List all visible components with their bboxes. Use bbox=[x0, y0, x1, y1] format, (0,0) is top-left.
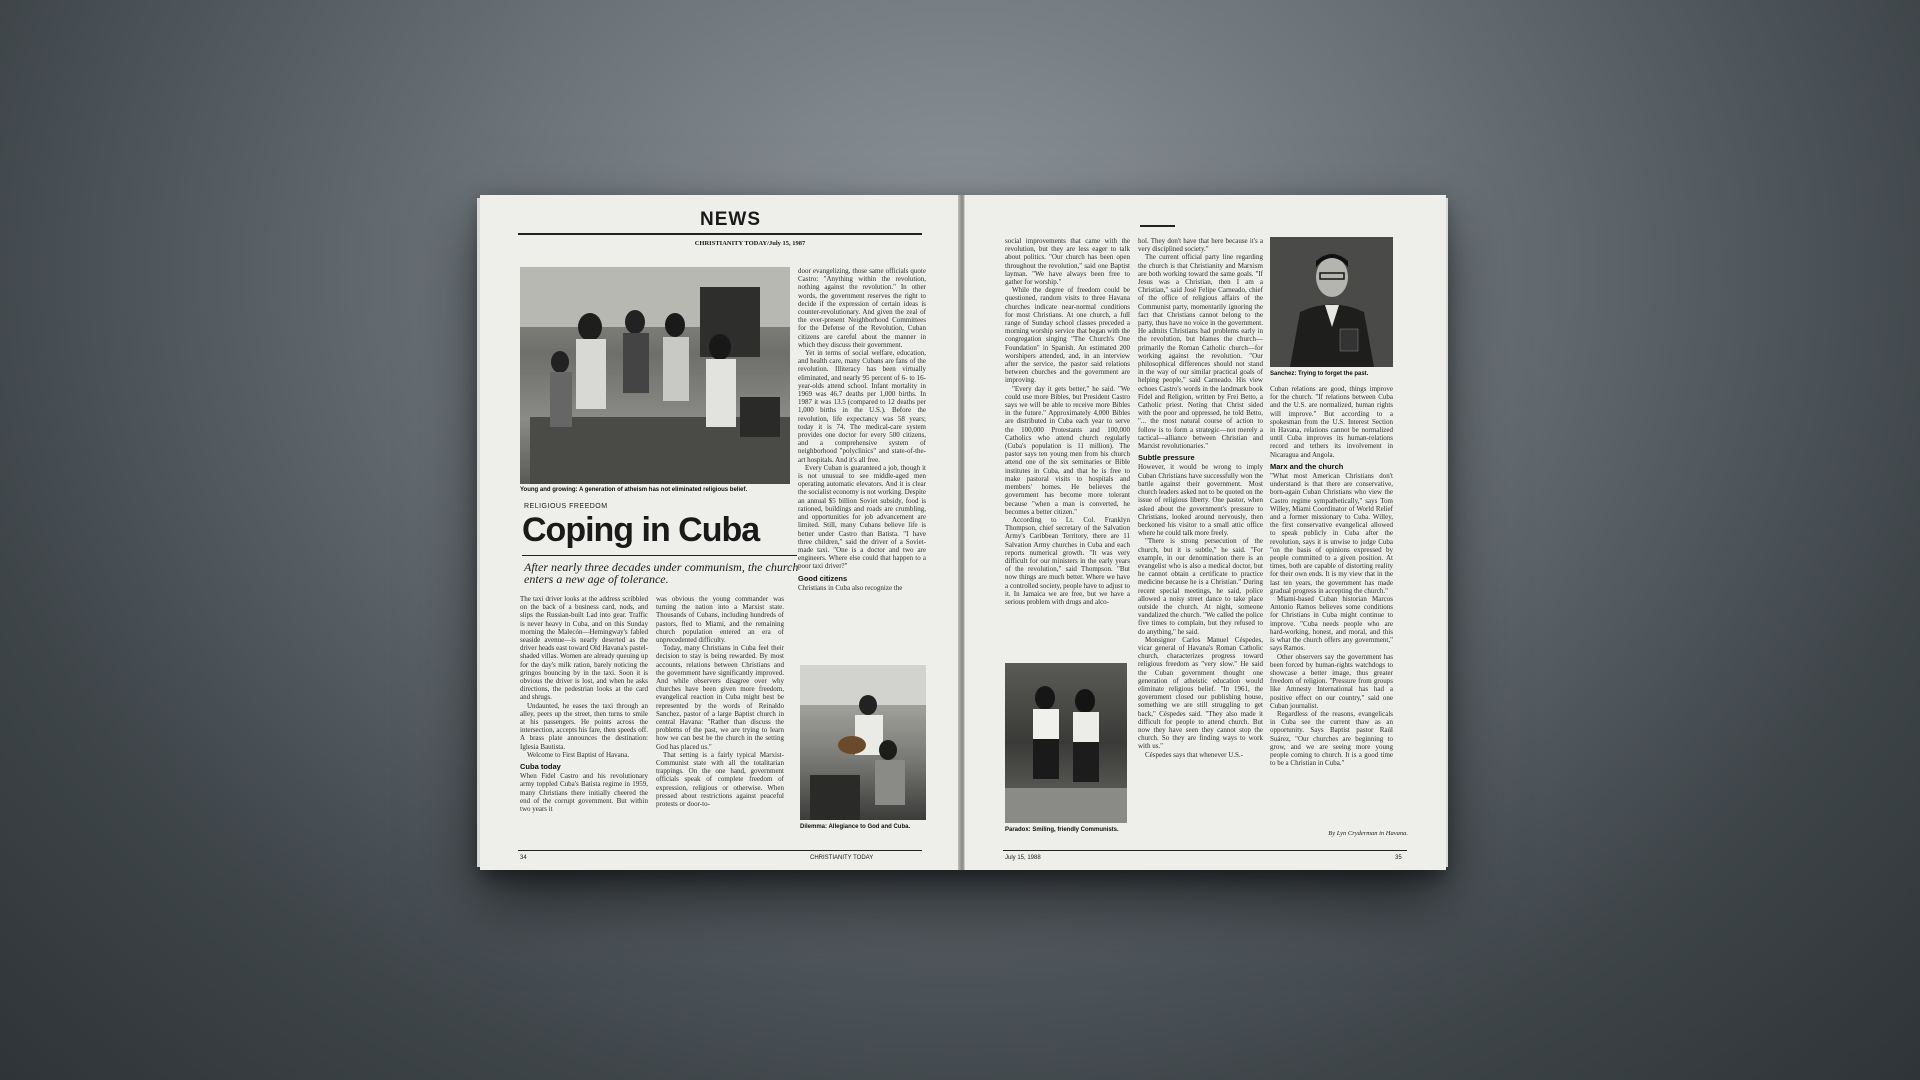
body-column-6 bbox=[1270, 385, 1393, 825]
right-page bbox=[964, 195, 1446, 870]
body-paragraph: According to Lt. Col. Franklyn Thompson, chief secretary of the Salvation Army's Caribbean Territory, there are 11 Salvation Army churches in Cuba and each reports numerical growth. "It was very difficult for our ministers in the early years of the revolution," said Thompson. "But now things are much better. Where we have a controlled society, people have to adjust to it. In Jamaica we are free, but we have a serious problem with drugs and alco- bbox=[1005, 515, 1130, 606]
photo-guitar-figures bbox=[800, 665, 926, 820]
caption-photo1: Young and growing: A generation of atheism has not eliminated religious belief. bbox=[520, 487, 748, 493]
body-paragraph: Christians in Cuba also recognize the bbox=[798, 583, 903, 592]
body-paragraph: door evangelizing, those same officials quote Castro: "Anything within the revolution, nothing against the revolution." In other words, the government reserves the right to decide if the expression of certain ideas is counter-revolutionary. And given the zeal of the ever-present Neighborhood Committees for the Defense of the Revolution, Cuban citizens are careful about the manner in which they discuss their government. bbox=[798, 267, 926, 349]
header-rule-right bbox=[1140, 225, 1175, 227]
deck: After nearly three decades under communism, the church enters a new age of tolerance. bbox=[524, 560, 799, 586]
body-paragraph: Undaunted, he eases the taxi through an alley, peers up the street, then turns to smile at his passengers. He points across the intersection, accepts his fare, then speeds off. A brass plate announces the destination: Iglesia Bautista. bbox=[520, 701, 648, 751]
body-column-4 bbox=[1005, 237, 1130, 637]
page-number-right: 35 bbox=[1395, 855, 1402, 861]
subhead: Subtle pressure bbox=[1138, 453, 1195, 463]
page-number-left: 34 bbox=[520, 855, 527, 861]
body-paragraph: However, it would be wrong to imply Cuban Christians have successfully won the battle against their government. Most church leaders asked not to be quoted on the issue of religious liberty. One pastor, when asked about the government's pressure to Christians, looked around nervously, then beckoned his visitor to a small attic office where he could talk more freely. bbox=[1138, 463, 1263, 538]
body-paragraph: Every Cuban is guaranteed a job, though it is not unusual to see middle-aged men operating automatic elevators. And it is clear the socialist economy is not working. Despite an annual $5 billion Soviet subsidy, food is rationed, buildings and roads are crumbling, and opportunities for job advancement are limited. Still, many Cubans believe life is better under Castro than Batista. "I have three children," said the driver of a Soviet-made taxi. "One is a doctor and two are engineers. Where else could that happen to a poor taxi driver?" bbox=[798, 463, 926, 571]
body-paragraph: Yet in terms of social welfare, education, and health care, many Cubans are fans of the revolution. Illiteracy has been virtually eliminated, and nearly 95 percent of 6- to 16-year-olds attend school. Infant mortality in 1969 was 46.7 deaths per 1,000 births. In 1987 it was 13.5 (compared to 12 deaths per 1,000 births in the U.S.). Before the revolution, life expectancy was 58 years; today it is 74. The medical-care system provides one doctor for every 500 citizens, and a comprehensive system of neighborhood "polyclinics" and state-of-the-art hospitals. And it's all free. bbox=[798, 349, 926, 464]
subhead: Marx and the church bbox=[1270, 461, 1344, 471]
photo-girls bbox=[1005, 663, 1127, 823]
footer-rule bbox=[518, 850, 922, 851]
headline-rule bbox=[522, 555, 797, 556]
left-page bbox=[480, 195, 961, 870]
photo-guitar bbox=[800, 665, 926, 820]
caption-photo3: Paradox: Smiling, friendly Communists. bbox=[1005, 827, 1119, 833]
byline: By Lyn Cryderman in Havana. bbox=[1328, 830, 1408, 837]
body-paragraph: The current official party line regarding the church is that Christianity and Marxism are both working toward the same goals. "If Jesus was a Christian, then I am a Christian," said José Felipe Carneado, chief of the office of religious affairs of the Communist party, momentarily ignoring the fact that Christians cannot belong to the party, thus have no voice in the government. He admits Christians had problems early in the revolution, but blames the church—primarily the Roman Catholic church—for working against the revolution. "Our philosophical differences should not stand in the way of our similar practical goals of helping people," said Carneado. His view echoes Castro's words in the landmark book Fidel and Religion, written by Frei Betto, a Catholic priest. Noting that Christ sided with the poor and oppressed, he told Betto, "... the most natural course of action to follow is to form a strategic—not merely a tactical—alliance between Christian and Marxist revolutionaries." bbox=[1138, 253, 1263, 451]
body-paragraph: While the degree of freedom could be questioned, random visits to three Havana churches indicate near-normal conditions for most Christians. At one church, a full range of Sunday school classes preceded a morning worship service that began with the congregation singing "The Church's One Foundation" in Spanish. An estimated 200 worshipers attended, and, in an interview after the service, the pastor said relations between churches and the government are improving. bbox=[1005, 286, 1130, 385]
body-paragraph: hol. They don't have that here because it's a very disciplined society." bbox=[1138, 237, 1263, 254]
body-paragraph: Other observers say the government has been forced by human-rights watchdogs to showcase a better image, thus greater freedom of religion. "Pressure from groups like Amnesty International has had a positive effect on our country," said one Cuban journalist. bbox=[1270, 652, 1393, 710]
magazine-spread bbox=[480, 195, 1445, 870]
kicker: RELIGIOUS FREEDOM bbox=[524, 503, 608, 510]
footer-title-left: CHRISTIANITY TODAY bbox=[810, 855, 874, 861]
body-paragraph: Céspedes says that whenever U.S.- bbox=[1145, 750, 1243, 759]
photo-children-figures bbox=[520, 267, 790, 484]
dateline: CHRISTIANITY TODAY/July 15, 1987 bbox=[694, 240, 806, 247]
body-paragraph: The taxi driver looks at the address scribbled on the back of a business card, nods, and slips the Russian-built Lad into gear. Traffic is never heavy in Cuba, and on this Sunday morning the Malecón—Hemingway's fabled seaside avenue—is nearly deserted as the driver heads east toward Old Havana's pastel-shaded villas. Women are already queuing up for the day's milk ration, barely noticing the gringos bouncing by in the taxi. Soon it is obvious the driver is lost, and when he asks directions, the pedestrian looks at the card and shrugs. bbox=[520, 595, 648, 702]
body-paragraph: Welcome to First Baptist of Havana. bbox=[527, 750, 630, 759]
photo-sanchez-figure bbox=[1270, 237, 1393, 367]
body-column-1 bbox=[520, 595, 648, 850]
footer-date-right: July 15, 1988 bbox=[1005, 855, 1041, 861]
body-paragraph: That setting is a fairly typical Marxist-Communist state with all the totalitarian trappings. On the one hand, government officials speak of complete freedom of expression, religious or otherwise. When pressed about restrictions against peaceful protests or door-to- bbox=[656, 750, 784, 809]
body-column-3 bbox=[798, 267, 926, 650]
body-paragraph: Today, many Christians in Cuba feel their decision to stay is being rewarded. By most accounts, relations between Christians and the government have significantly improved. And while observers disagree over why churches have been given more freedom, evangelical reaction in Cuba might best be represented by the words of Reinaldo Sanchez, pastor of a large Baptist church in central Havana: "Rather than discuss the problems of the past, we are trying to learn how we can best be the church in the setting God has placed us." bbox=[656, 644, 784, 751]
subhead: Cuba today bbox=[520, 762, 561, 772]
caption-photo2: Dilemma: Allegiance to God and Cuba. bbox=[800, 824, 911, 830]
section-title: NEWS bbox=[700, 209, 761, 230]
body-paragraph: was obvious the young commander was turning the nation into a Marxist state. Thousands of Cubans, including hundreds of pastors, fled to Miami, and the remaining church population entered an era of unprecedented difficulty. bbox=[656, 595, 784, 645]
subhead: Good citizens bbox=[798, 573, 848, 583]
photo-children bbox=[520, 267, 790, 484]
headline: Coping in Cuba bbox=[522, 511, 760, 549]
body-paragraph: Monsignor Carlos Manuel Céspedes, vicar general of Havana's Roman Catholic church, characterizes progress toward religious freedom as "very slow." He said the Cuban government thought one generation of atheistic education would eliminate religious belief. "In 1961, the government closed our publishing house, something we are still struggling to get back," Céspedes said. "They also made it difficult for people to attend church. But now they have seen they cannot stop the church. So they are finding ways to work with us." bbox=[1138, 635, 1263, 751]
footer-rule bbox=[1003, 850, 1407, 851]
body-paragraph: Cuban relations are good, things improve for the church. "If relations between Cuba and the U.S. are normalized, human rights will improve." But according to a spokesman from the U.S. Interest Section in Havana, relations cannot be normalized until Cuba improves its human-relations record and tethers its involvement in Nicaragua and Angola. bbox=[1270, 385, 1393, 459]
body-column-5 bbox=[1138, 237, 1263, 837]
header-rule bbox=[518, 233, 922, 235]
body-paragraph: Miami-based Cuban historian Marcos Antonio Ramos believes some conditions for Christians in Cuba might continue to improve. "Cuba needs people who are hard-working, honest, and moral, and this is what the church offers any government," says Ramos. bbox=[1270, 595, 1393, 653]
caption-photo4: Sanchez: Trying to forget the past. bbox=[1270, 371, 1369, 377]
body-column-2 bbox=[656, 595, 784, 850]
photo-sanchez bbox=[1270, 237, 1393, 367]
photo-girls-figures bbox=[1005, 663, 1127, 823]
body-paragraph: "Every day it gets better," he said. "We could use more Bibles, but President Castro says we will be able to receive more Bibles in the future." Approximately 4,000 Bibles are distributed in Cuba each year to serve the 100,000 Protestants and 100,000 Catholics who attend church regularly (Cuba's population is 11 million). The pastor says ten young men from his church attend one of the six seminaries or Bible institutes in Cuba, and that he is free to make pastoral visits to hospitals and members' homes. He believes the government has become more tolerant because "when a man is converted, he becomes a better citizen." bbox=[1005, 384, 1130, 516]
body-paragraph: social improvements that came with the revolution, but they are less eager to talk about politics. "Our church has been open throughout the revolution," said one Baptist layman. "We have always been free to gather for worship." bbox=[1005, 237, 1130, 287]
body-paragraph: "What most American Christians don't understand is that there are conservative, born-again Cuban Christians who view the Castro regime sympathetically," says Tom Willey, Miami Coordinator of World Relief and a former missionary to Cuba. Willey, the first conservative evangelical allowed to speak publicly in Cuba after the revolution, says it is unwise to judge Cuba "on the basis of opinions expressed by people committed to a given position. At times, both are capable of distorting reality for their own ends. It is my view that in the last ten years, the government has made gradual progress in accepting the church." bbox=[1270, 472, 1393, 595]
body-paragraph: When Fidel Castro and his revolutionary army toppled Cuba's Batista regime in 1959, many Christians there initially cheered the end of the corrupt government. But within two years it bbox=[520, 772, 648, 814]
body-paragraph: "There is strong persecution of the church, but it is subtle," he said. "For example, in our denomination there is an evangelist who is also a medical doctor, but he cannot obtain a certificate to practice medicine because he is a Christian." During recent special meetings, he said, police allowed a noisy street dance to take place outside the church. At night, someone vandalized the church. "We called the police five times to complain, but they refused to do anything," he said. bbox=[1138, 537, 1263, 636]
body-paragraph: Regardless of the reasons, evangelicals in Cuba see the current thaw as an opportunity. Says Baptist pastor Raúl Suárez, "Our churches are beginning to grow, and we are seeing more young people coming to church. It is a good time to be a Christian in Cuba." bbox=[1270, 709, 1393, 768]
